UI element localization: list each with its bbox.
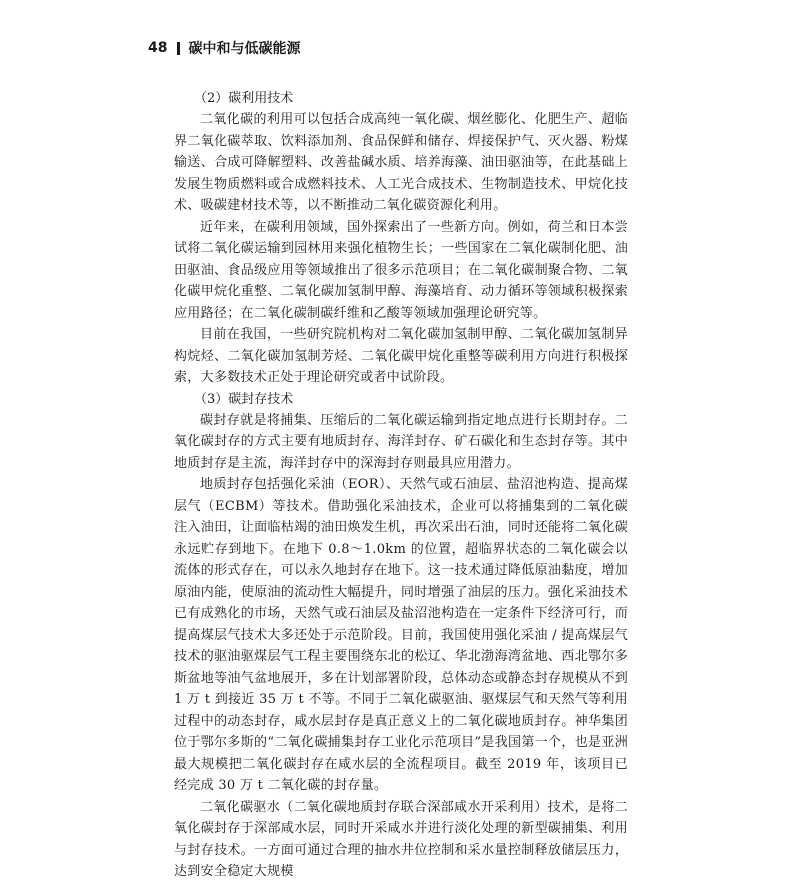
paragraph: 目前在我国，一些研究院机构对二氧化碳加氢制甲醇、二氧化碳加氢制异构烷烃、二氧化碳加氢制芳烃、二氧化碳甲烷化重整等碳利用方向进行积极探索，大多数技术正处于理论研究或者中试阶段。 [174, 327, 628, 385]
paragraph: 碳封存就是将捕集、压缩后的二氧化碳运输到指定地点进行长期封存。二氧化碳封存的方式主要有地质封存、海洋封存、矿石碳化和生态封存等。其中地质封存是主流，海洋封存中的深海封存则最具应用潜力。 [174, 412, 628, 471]
section-heading-carbon-storage: （3）碳封存技术 [194, 391, 294, 407]
paragraph: 近年来，在碳利用领域，国外探索出了一些新方向。例如，荷兰和日本尝试将二氧化碳运输到园林用来强化植物生长；一些国家在二氧化碳制化肥、油田驱油、食品级应用等领域推出了很多示范项目；在二氧化碳制聚合物、二氧化碳甲烷化重整、二氧化碳加氢制甲醇、海藻培育、动力循环等领域积极探索应用路径；在二氧化碳制碳纤维和乙酸等领域加强理论研究等。 [174, 219, 628, 321]
page-number: 48 [148, 40, 168, 56]
paragraph: 地质封存包括强化采油（EOR）、天然气或石油层、盐沼池构造、提高煤层气（ECBM）等技术。借助强化采油技术，企业可以将捕集到的二氧化碳注入油田，让面临枯竭的油田焕发生机，再次采出石油，同时还能将二氧化碳永远贮存到地下。在地下 0.8～1.0km 的位置，超临界状态的二氧化碳会以流体的形式存在，可以永久地封存在地下。这一技术通过降低原油黏度，增加原油内能，使原油的流动性大幅提升，同时增强了油层的压力。强化采油技术已有成熟化的市场，天然气或石油层及盐沼池构造在一定条件下经济可行，而提高煤层气技术大多还处于示范阶段。目前，我国使用强化采油 / 提高煤层气技术的驱油驱煤层气工程主要围绕东北的松辽、华北渤海湾盆地、西北鄂尔多斯盆地等油气盆地展开，多在计划部署阶段，总体动态或静态封存规模从不到 1 万 t 到接近 35 万 t 不等。不同于二氧化碳驱油、驱煤层气和天然气等利用过程中的动态封存，咸水层封存是真正意义上的二氧化碳地质封存。神华集团位于鄂尔多斯的“二氧化碳捕集封存工业化示范项目”是我国第一个，也是亚洲最大规模把二氧化碳封存在咸水层的全流程项目。截至 2019 年，该项目已经完成 30 万 t 二氧化碳的封存量。 [174, 477, 628, 793]
section-heading-carbon-utilization: （2）碳利用技术 [194, 91, 294, 106]
paragraph: 二氧化碳的利用可以包括合成高纯一氧化碳、烟丝膨化、化肥生产、超临界二氧化碳萃取、饮料添加剂、食品保鲜和储存、焊接保护气、灭火器、粉煤输送、合成可降解塑料、改善盐碱水质、培养海藻、油田驱油等，在此基础上发展生物质燃料或合成燃料技术、人工光合成技术、生物制造技术、甲烷化技术、吸碳建材技术等，以不断推动二氧化碳资源化利用。 [174, 112, 628, 213]
paragraph: 二氧化碳驱水（二氧化碳地质封存联合深部咸水开采利用）技术，是将二氧化碳封存于深部咸水层，同时开采咸水并进行淡化处理的新型碳捕集、利用与封存技术。一方面可通过合理的抽水井位控制和采水量控制释放储层压力，达到安全稳定大规模 [174, 799, 628, 879]
header-separator-bar [177, 42, 180, 55]
page-header [148, 38, 300, 58]
running-title: 碳中和与低碳能源 [188, 41, 301, 57]
page-body [174, 88, 628, 883]
